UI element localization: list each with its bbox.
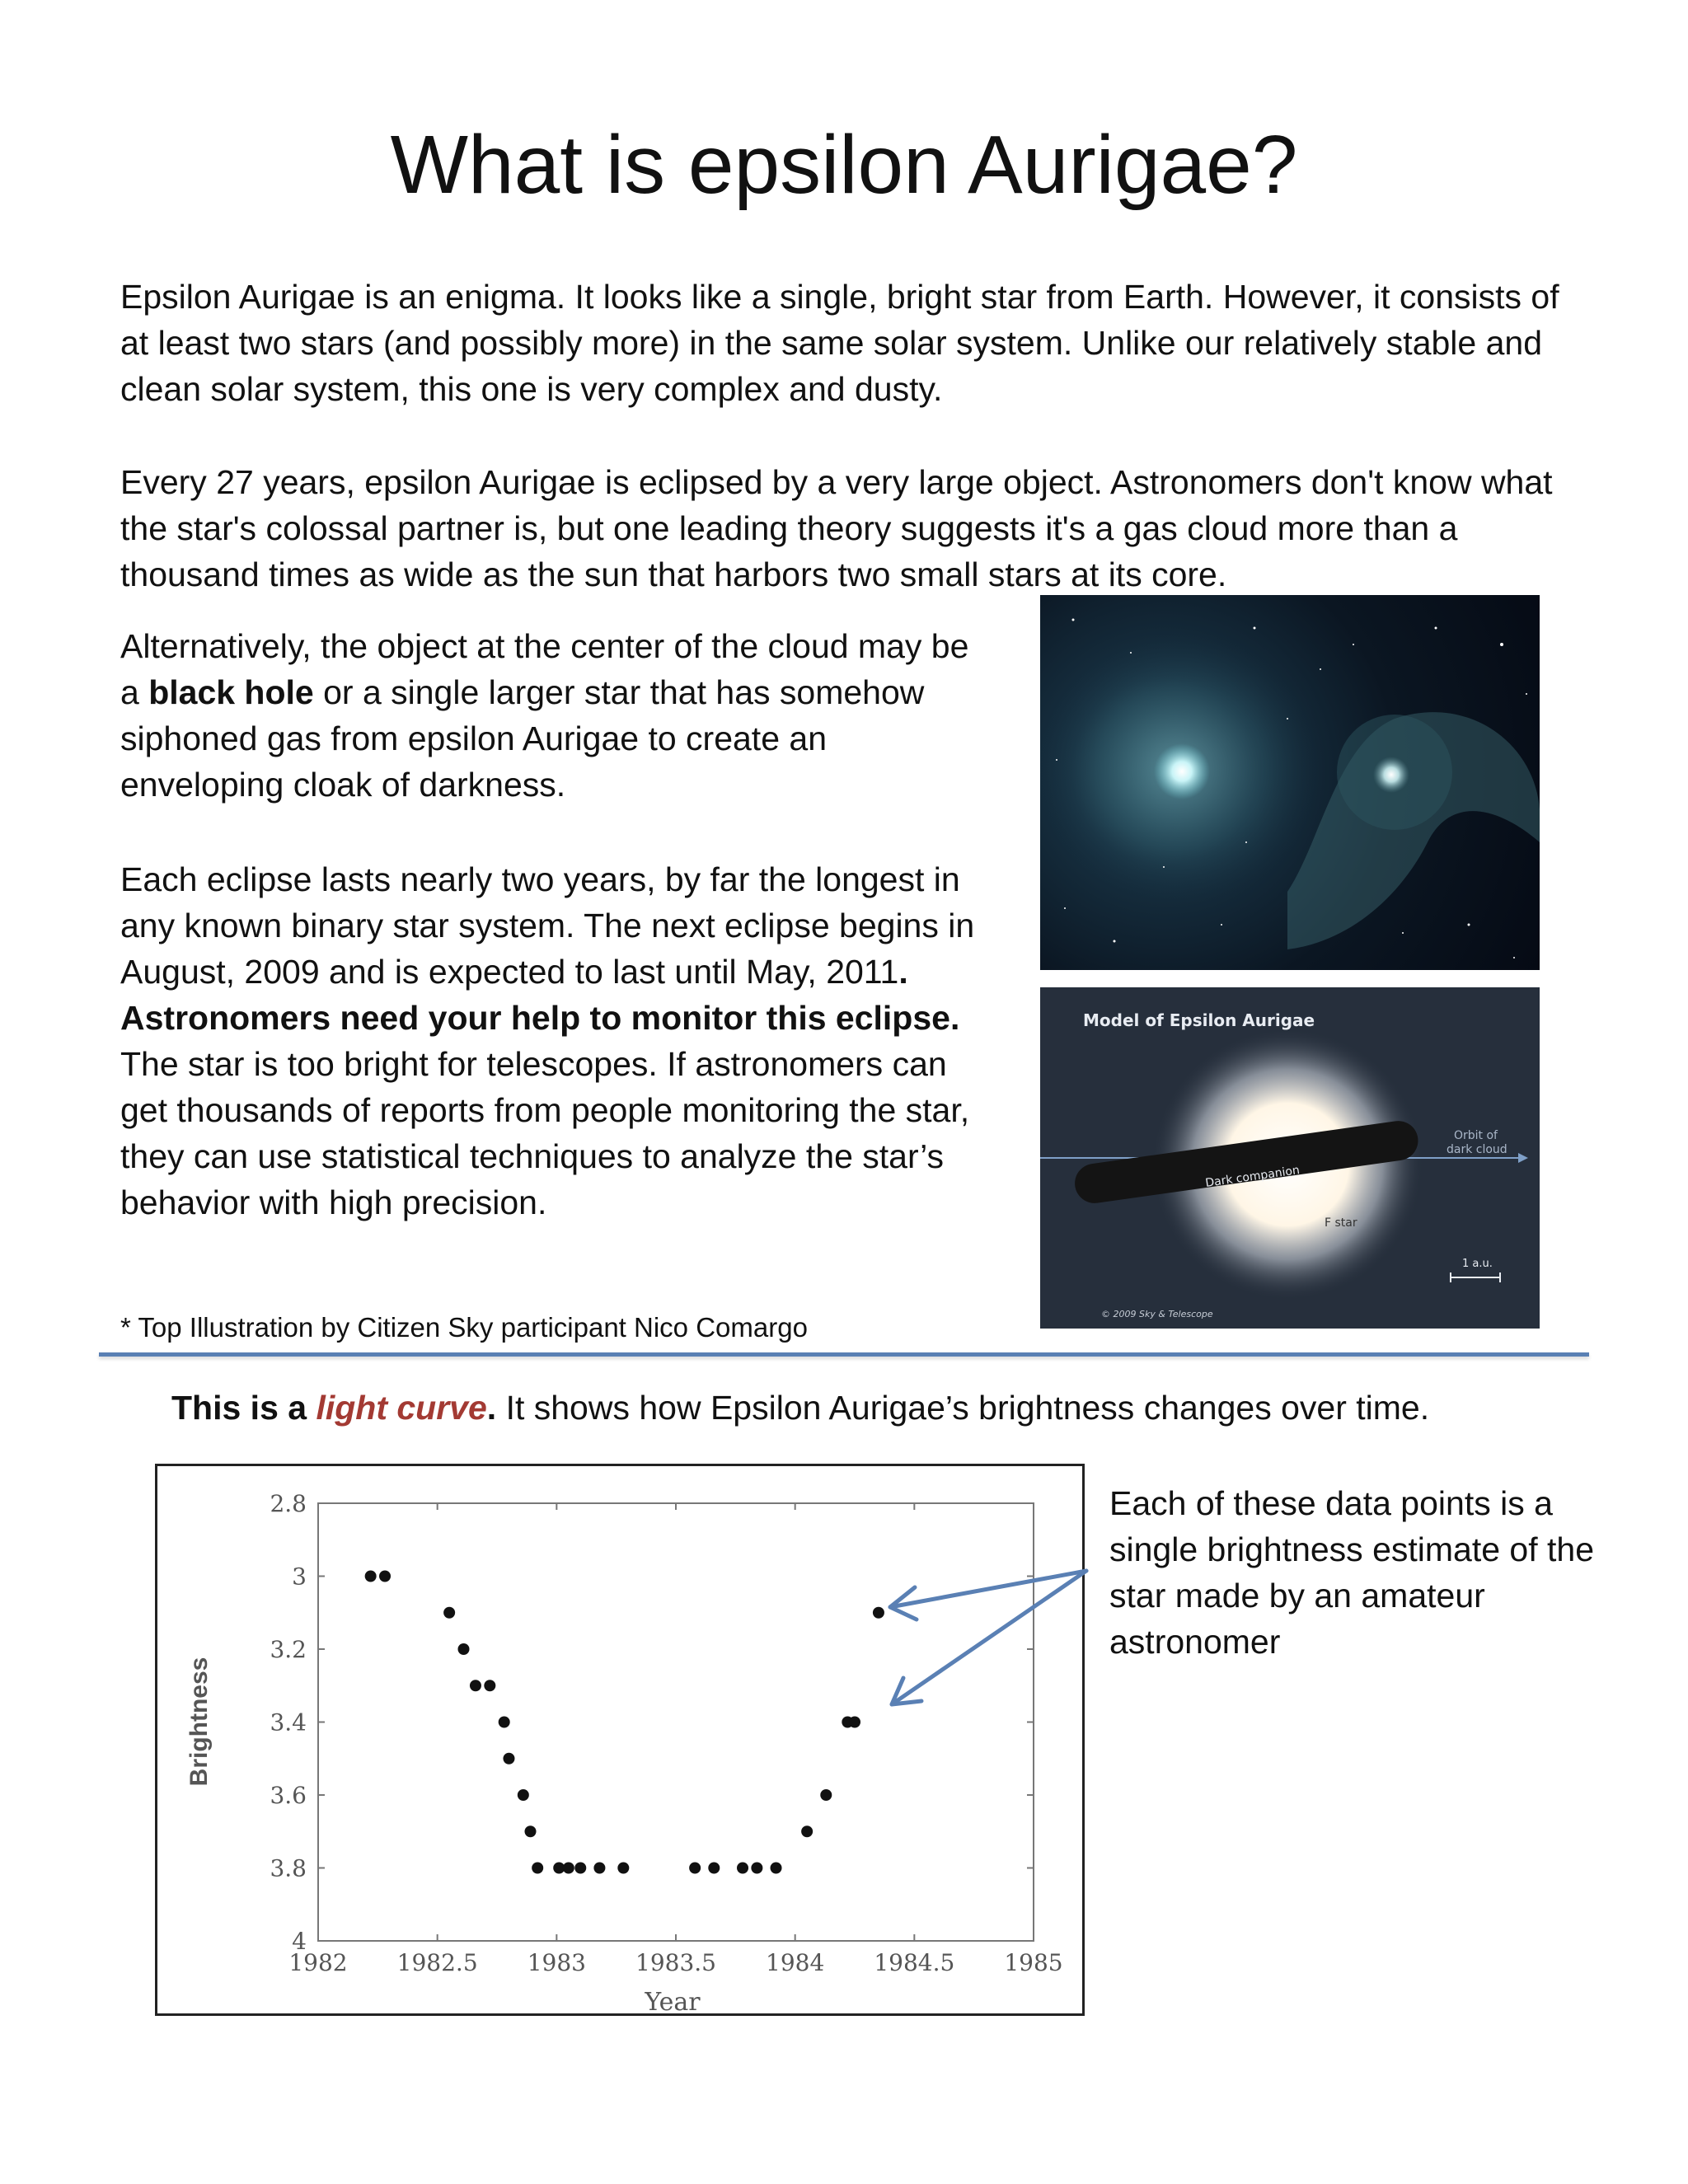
data-point [525,1825,537,1837]
light-curve-svg [157,1466,1082,2013]
f-star-label: F star [1325,1216,1357,1230]
eclipse-paragraph: Every 27 years, epsilon Aurigae is eclipsed by a very large object. Astronomers don't know what the star's colossal partner is, but one leading theory suggests it's a gas cloud more than a thousand times as wide as the sun that harbors two small stars at its core. [120,463,1553,593]
scale-label: 1 a.u. [1462,1258,1493,1270]
caption-lead-b: . [486,1389,497,1427]
data-point [518,1789,529,1801]
model-svg [1040,987,1540,1329]
y-tick-label: 3 [292,1563,307,1591]
y-tick-label: 3.2 [270,1636,307,1663]
data-point [617,1863,629,1874]
x-tick-label: 1985 [1004,1949,1063,1976]
data-point [365,1571,377,1582]
data-point [708,1863,720,1874]
intro-paragraph: Epsilon Aurigae is an enigma. It looks like a single, bright star from Earth. However, it consists of at least two stars (and possibly more) in the same solar system. Unlike our relatively stable and clean solar system, this one is very complex and dusty. [120,278,1559,408]
data-point [820,1789,832,1801]
y-tick-label: 3.6 [270,1782,307,1809]
data-point [503,1753,514,1765]
y-axis-label: Brightness [185,1657,213,1787]
data-point [801,1825,813,1837]
page-title: What is epsilon Aurigae? [390,119,1298,211]
x-tick-label: 1984.5 [874,1949,955,1976]
epsilon-aurigae-model-image [1040,987,1540,1329]
x-tick-label: 1982.5 [396,1949,478,1976]
plot-area-frame [318,1503,1034,1941]
y-tick-label: 4 [292,1928,307,1955]
data-point [849,1717,860,1728]
data-point [484,1680,495,1691]
data-point [379,1571,391,1582]
data-point [771,1863,782,1874]
x-tick-label: 1984 [766,1949,825,1976]
section-divider [99,1352,1589,1357]
x-tick-label: 1983.5 [635,1949,716,1976]
y-tick-label: 3.4 [270,1708,307,1736]
companion-star [1373,757,1409,793]
data-point [873,1607,884,1619]
illustration-credit: * Top Illustration by Citizen Sky participant Nico Comargo [120,1312,808,1343]
data-point [443,1607,455,1619]
orbit-label-line1: Orbit of [1454,1129,1498,1142]
caption-rest: It shows how Epsilon Aurigae’s brightness changes over time. [496,1389,1430,1427]
data-point [532,1863,543,1874]
x-tick-label: 1983 [527,1949,586,1976]
alternative-paragraph [120,623,986,808]
alt-text-a: Alternatively, the object at the center of the cloud may be a [120,627,969,711]
model-title: Model of Epsilon Aurigae [1083,1010,1315,1030]
y-tick-label: 3.8 [270,1854,307,1882]
model-copyright: © 2009 Sky & Telescope [1101,1309,1213,1319]
light-curve-term: light curve [316,1389,487,1427]
y-tick-label: 2.8 [270,1490,307,1517]
data-point [737,1863,748,1874]
dark-companion-label: Dark companion [1204,1164,1301,1190]
orbit-label-line2: dark cloud [1447,1143,1507,1156]
caption-lead-a: This is a [171,1389,316,1427]
x-axis-label: Year [645,1988,701,2013]
help-callout: . Astronomers need your help to monitor this eclipse. [120,953,960,1037]
alt-text-b: or a single larger star that has somehow siphoned gas from epsilon Aurigae to create an enveloping cloak of darkness. [120,673,925,804]
eclipse-duration-paragraph [120,856,986,1226]
light-curve-chart [155,1464,1085,2016]
light-curve-caption [171,1385,1429,1431]
data-point-note: Each of these data points is a single brightness estimate of the star made by an amateur astronomer [1109,1484,1594,1661]
bright-star [1154,743,1210,799]
data-point [470,1680,481,1691]
x-tick-label: 1982 [288,1949,348,1976]
data-point [499,1717,510,1728]
orbit-arrowhead [1518,1153,1528,1163]
data-point [574,1863,586,1874]
binary-star-illustration [1040,595,1540,970]
space-illustration-svg [1040,595,1540,970]
data-point [563,1863,574,1874]
black-hole-term: black hole [148,673,314,711]
data-point [593,1863,605,1874]
data-point [689,1863,701,1874]
duration-text-b: The star is too bright for telescopes. If astronomers can get thousands of reports from people monitoring the star, they can use statistical techniques to analyze the star’s behavior with high precision. [120,1045,970,1221]
data-point [751,1863,762,1874]
data-point [457,1643,469,1655]
duration-text-a: Each eclipse lasts nearly two years, by far the longest in any known binary star system. The next eclipse begins in August, 2009 and is expected to last until May, 2011 [120,860,975,991]
